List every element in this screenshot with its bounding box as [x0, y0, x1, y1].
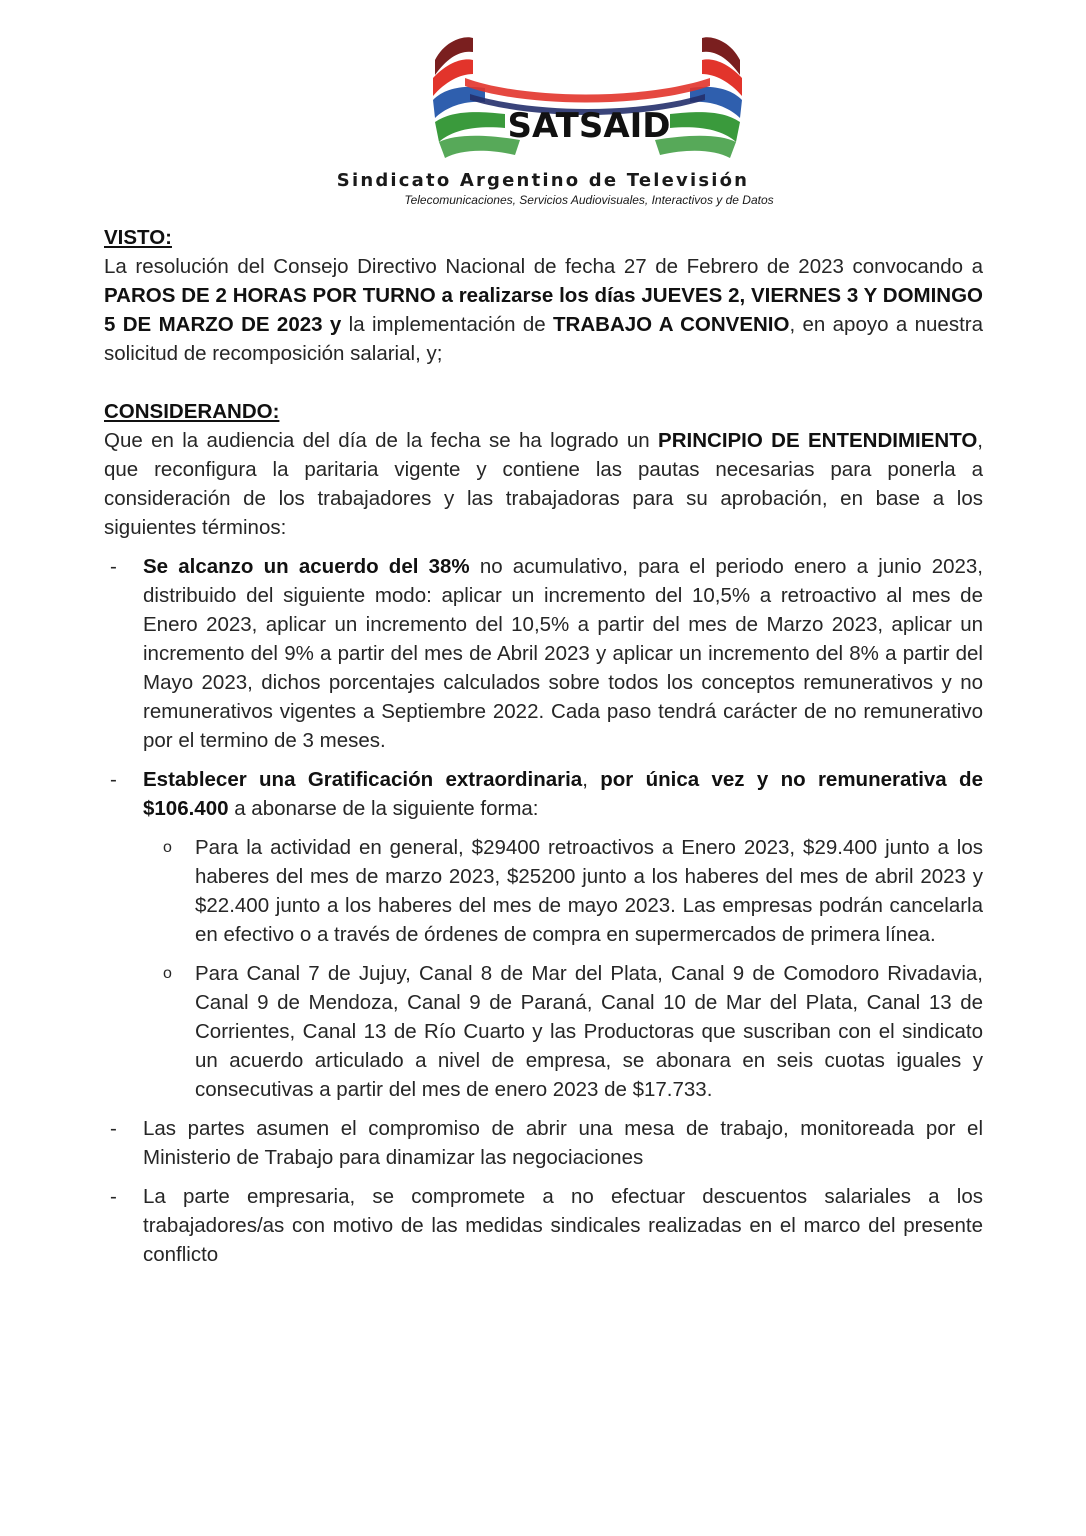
item1-text: no acumulativo, para el periodo enero a junio 2023, distribuido del siguiente modo: aplicar un incremento del 10,5% a retroactivo al mes de Enero 2023, aplicar un incremento del 10,5% a partir del mes de Marzo 2023, aplicar un incremento del 9% a partir del mes de Abril 2023 y aplicar un incremento del 8% a partir del Mayo 2023, dichos porcentajes calculados sobre todos los conceptos remunerativos y no remunerativos vigentes a Septiembre 2022. Cada paso tendrá carácter de no remunerativo por el termino de 3 meses. [143, 555, 984, 752]
item2-bold-1: Establecer una Gratificación extraordinaria [143, 768, 583, 791]
considerando-heading: CONSIDERANDO: [104, 400, 280, 423]
visto-text-2: la implementación de [341, 313, 554, 336]
list-item [104, 1182, 983, 1269]
sub-list-item [143, 833, 983, 949]
item2-text-2: a abonarse de la siguiente forma: [228, 797, 539, 820]
visto-heading: VISTO: [104, 226, 172, 249]
considerando-paragraph [104, 426, 983, 542]
org-name: Sindicato Argentino de Televisión [336, 170, 750, 191]
list-item [104, 1114, 983, 1172]
sub-list-item [143, 959, 983, 1104]
item3-text: Las partes asumen el compromiso de abrir una mesa de trabajo, monitoreada por el Ministerio de Trabajo para dinamizar las negociaciones [143, 1117, 983, 1169]
visto-bold-1: PAROS DE 2 HORAS POR TURNO a realizarse los días JUEVES 2, VIERNES 3 Y DOMINGO 5 DE MARZO DE 2023 y [104, 284, 983, 336]
dash-marker: - [110, 768, 117, 791]
dash-marker: - [110, 555, 117, 578]
visto-text-1: La resolución del Consejo Directivo Nacional de fecha 27 de Febrero de 2023 convocando a [104, 255, 983, 278]
dash-marker: - [110, 1117, 117, 1140]
satsaid-logo [425, 30, 750, 165]
considerando-bold-1: PRINCIPIO DE ENTENDIMIENTO [658, 429, 978, 452]
sub-list [143, 833, 983, 1104]
circle-marker: o [163, 839, 172, 856]
list-item [104, 765, 983, 1104]
sub-item1-text: Para la actividad en general, $29400 retroactivos a Enero 2023, $29.400 junto a los haberes del mes de marzo 2023, $25200 junto a los haberes del mes de abril 2023 y $22.400 junto a los haberes del mes de mayo 2023. Las empresas podrán cancelarla en efectivo o a través de órdenes de compra en supermercados de primera línea. [195, 836, 983, 946]
considerando-text-1: Que en la audiencia del día de la fecha se ha logrado un [104, 429, 659, 452]
item2-text-1: , [582, 768, 601, 791]
item2-bold-2: por única vez y no remunerativa de $106.400 [143, 768, 983, 820]
visto-paragraph [104, 252, 983, 368]
document-header [0, 0, 1086, 225]
item1-bold: Se alcanzo un acuerdo del 38% [143, 555, 470, 578]
document-body [104, 223, 983, 1279]
sub-item2-text: Para Canal 7 de Jujuy, Canal 8 de Mar del Plata, Canal 9 de Comodoro Rivadavia, Canal 9 de Mendoza, Canal 9 de Paraná, Canal 10 de Mar del Plata, Canal 13 de Corrientes, Canal 13 de Río Cuarto y las Productoras que suscriban con el sindicato un acuerdo articulado a nivel de empresa, se abonara en seis cuotas iguales y consecutivas a partir del mes de enero 2023 de $17.733. [195, 962, 983, 1101]
dash-marker: - [110, 1185, 117, 1208]
circle-marker: o [163, 965, 172, 982]
visto-text-3: , en apoyo a nuestra solicitud de recomposición salarial, y; [104, 313, 983, 365]
item4-text: La parte empresaria, se compromete a no efectuar descuentos salariales a los trabajadores/as con motivo de las medidas sindicales realizadas en el marco del presente conflicto [143, 1185, 983, 1266]
list-item [104, 552, 983, 755]
considerando-text-2: , que reconfigura la paritaria vigente y contiene las pautas necesarias para ponerla a consideración de los trabajadores y las trabajadoras para su aprobación, en base a los siguientes términos: [104, 429, 983, 539]
org-subtitle: Telecomunicaciones, Servicios Audiovisuales, Interactivos y de Datos [404, 193, 774, 207]
terms-list [104, 552, 983, 1269]
logo-wordmark: SATSAID [507, 106, 671, 146]
visto-bold-2: TRABAJO A CONVENIO [553, 313, 790, 336]
